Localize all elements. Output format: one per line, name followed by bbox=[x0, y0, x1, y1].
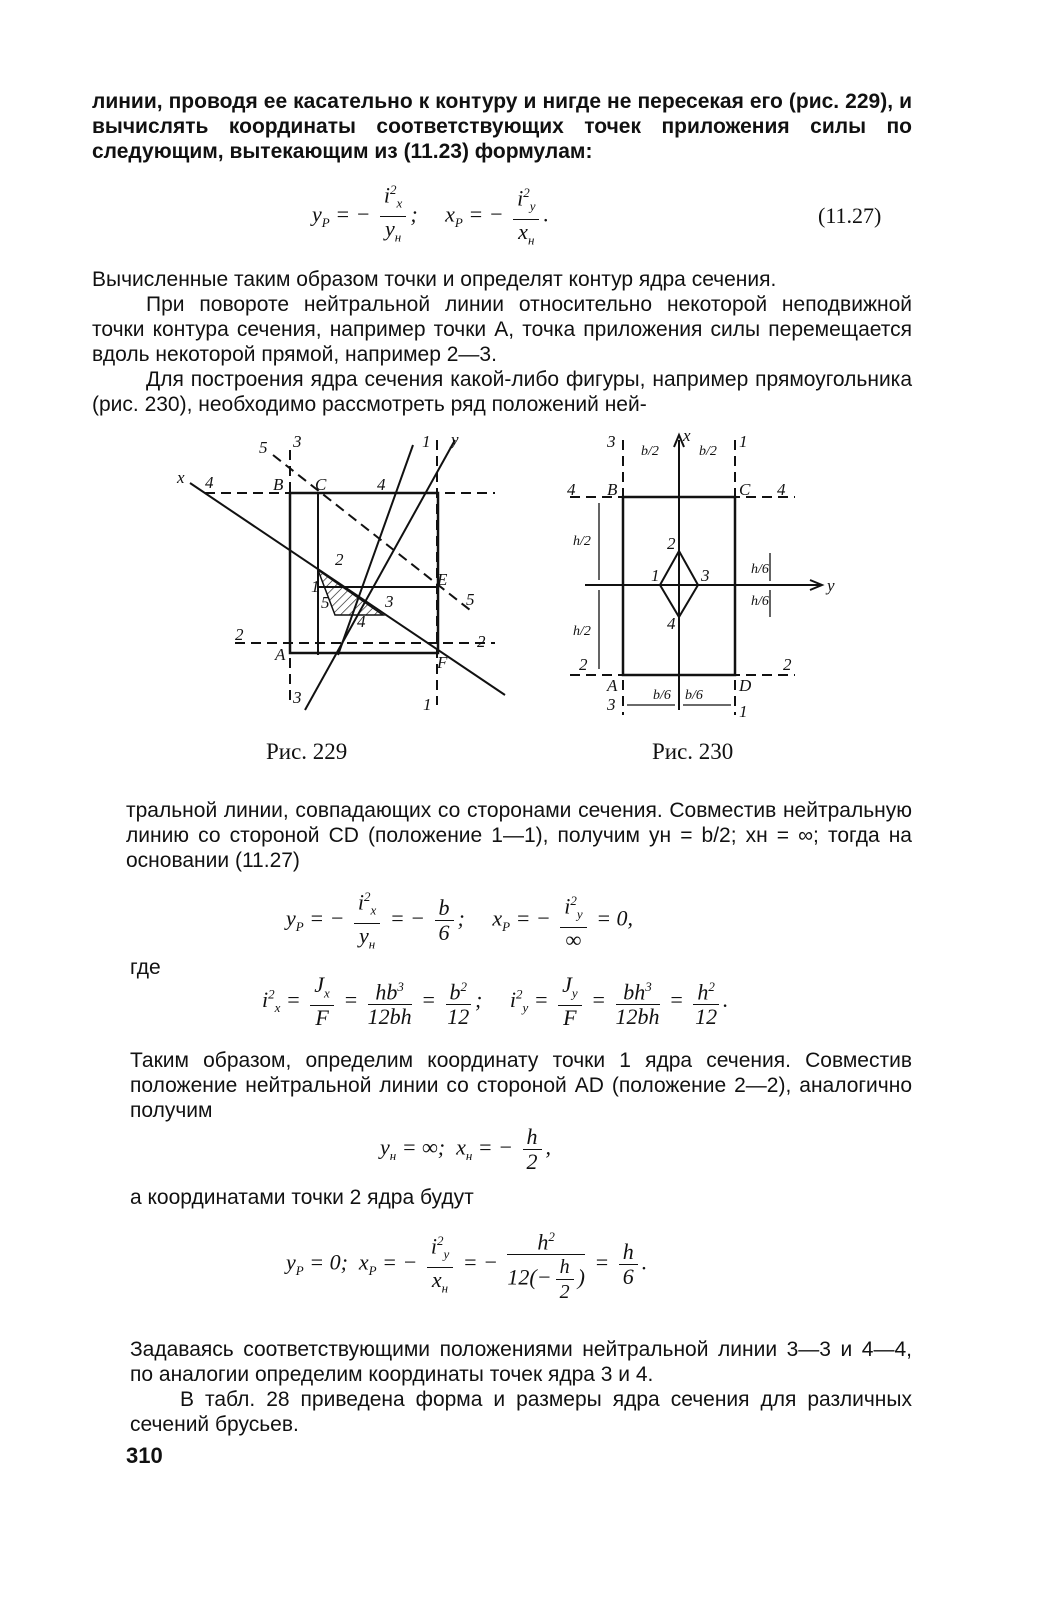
fig230-label-h2a: h/2 bbox=[573, 534, 591, 549]
formula-point-1: $y_P$ = − $\frac{i^2_x}{y_н}$ = − $\frac{b}{6}$ ; $x_P$ = − $\frac{i^2_y}{\infty}$ = 0, bbox=[286, 885, 633, 956]
formula-radii: $i^2_x$ = $\frac{J_x}{F}$ = $\frac{hb^3}{12bh}$ = $\frac{b^2}{12}$ ; $i^2_y$ = $\frac{J_y}{F}$ = $\frac{bh^3}{12bh}$ = $\frac{h^2}{12}$ . bbox=[262, 972, 729, 1031]
fig230-label-x: x bbox=[683, 426, 691, 445]
fig230-label-3a: 3 bbox=[607, 432, 616, 451]
fig230-label-3b: 3 bbox=[607, 695, 616, 714]
fig229-label-x: x bbox=[177, 468, 185, 487]
fig229-label-2b: 2 bbox=[477, 632, 486, 651]
paragraph-3: При повороте нейтральной линии относительно некоторой неподвижной точки контура сечения, например точки A, точка приложения силы перемещается вдоль некоторой прямой, например 2—3. bbox=[92, 293, 912, 366]
fig229-label-k4: 4 bbox=[357, 612, 366, 631]
fig229-label-3b: 3 bbox=[293, 688, 302, 707]
page-number: 310 bbox=[126, 1443, 163, 1468]
fig230-label-b2a: b/2 bbox=[641, 444, 659, 459]
fig229-label-1a: 1 bbox=[422, 432, 431, 451]
fig230-label-2b: 2 bbox=[783, 655, 792, 674]
fig229-label-2a: 2 bbox=[235, 625, 244, 644]
fig230-label-k3: 3 bbox=[701, 566, 710, 585]
fig230-label-1b: 1 bbox=[739, 702, 748, 721]
paragraph-2: Вычисленные таким образом точки и определят контур ядра сечения. bbox=[92, 268, 777, 291]
fig229-label-F: F bbox=[437, 653, 448, 672]
fig229-label-4a: 4 bbox=[205, 473, 214, 492]
fig230-label-h6a: h/6 bbox=[751, 562, 769, 577]
fig229-label-k5: 5 bbox=[321, 593, 330, 612]
fig230-label-A: A bbox=[607, 676, 618, 695]
fig229-label-5a: 5 bbox=[259, 438, 268, 457]
fig229-label-A: A bbox=[275, 645, 286, 664]
formula-line-2-2: $y_н$ = ∞; $x_н$ = − $\frac{h}{2}$ , bbox=[380, 1124, 551, 1174]
fig229-label-3a: 3 bbox=[293, 432, 302, 451]
fig229-label-k3: 3 bbox=[385, 592, 394, 611]
fig230-label-b6b: b/6 bbox=[685, 688, 703, 703]
fig229-label-B: B bbox=[273, 475, 284, 494]
fig230-label-b6a: b/6 bbox=[653, 688, 671, 703]
paragraph-5: тральной линии, совпадающих со сторонами сечения. Совместив нейтральную линию со стороной CD (положение 1—1), получим yн = b/2; xн = ∞; тогда на основании (11.27) bbox=[126, 799, 912, 872]
fig230-label-y: y bbox=[827, 576, 835, 595]
paragraph-7: а координатами точки 2 ядра будут bbox=[130, 1186, 474, 1209]
fig229-label-1b: 1 bbox=[423, 695, 432, 714]
formula-point-2: $y_P = 0$; $x_P$ = − $\frac{i^2_y}{x_н}$ = − $h^2$ 12(− $\frac{h}{2}$ ) = $\frac{h}{6}$ . bbox=[286, 1225, 647, 1304]
fig229-label-E: E bbox=[437, 570, 448, 589]
equation-number: (11.27) bbox=[818, 203, 882, 228]
paragraph-9: В табл. 28 приведена форма и размеры ядра сечения для различных сечений брусьев. bbox=[130, 1388, 912, 1436]
fig230-label-4a: 4 bbox=[567, 480, 576, 499]
figure-229 bbox=[165, 425, 525, 735]
fig230-label-4b: 4 bbox=[777, 480, 786, 499]
paragraph-8: Задаваясь соответствующими положениями нейтральной линии 3—3 и 4—4, по аналогии определим координаты точек ядра 3 и 4. bbox=[130, 1338, 912, 1386]
fig230-label-C: C bbox=[739, 480, 751, 499]
caption-fig-229: Рис. 229 bbox=[266, 739, 348, 764]
paragraph-6: Таким образом, определим координату точки 1 ядра сечения. Совместив положение нейтральной линии со стороной AD (положение 2—2), аналогично получим bbox=[130, 1049, 912, 1122]
fig230-label-h2b: h/2 bbox=[573, 624, 591, 639]
fig230-label-k2: 2 bbox=[667, 534, 676, 553]
fig229-label-C: C bbox=[315, 475, 327, 494]
fig229-label-k1: 1 bbox=[311, 577, 320, 596]
paragraph-4: Для построения ядра сечения какой-либо фигуры, например прямоугольника (рис. 230), необходимо рассмотреть ряд положений ней- bbox=[92, 368, 912, 416]
paragraph-1: линии, проводя ее касательно к контуру и нигде не пересекая его (рис. 229), и вычислять координаты соответствующих точек приложения силы по следующим, вытекающим из (11.23) формулам: bbox=[92, 90, 912, 163]
fig230-label-k4: 4 bbox=[667, 614, 676, 633]
formula-11-27: $y_P$ = − $\frac{i^2_x}{y_н}$ ; $x_P$ = − $\frac{i^2_y}{x_н}$ . bbox=[312, 178, 549, 255]
fig229-label-5b: 5 bbox=[466, 590, 475, 609]
fig230-label-D: D bbox=[739, 676, 752, 695]
fig230-label-h6b: h/6 bbox=[751, 594, 769, 609]
fig230-label-b2b: b/2 bbox=[699, 444, 717, 459]
fig230-label-1a: 1 bbox=[739, 432, 748, 451]
fig229-label-y: y bbox=[451, 430, 459, 449]
fig230-label-2a: 2 bbox=[579, 655, 588, 674]
fig229-label-k2: 2 bbox=[335, 550, 344, 569]
where-label: где bbox=[130, 956, 161, 979]
figure-230 bbox=[555, 425, 845, 725]
fig230-label-B: B bbox=[607, 480, 618, 499]
fig229-label-4b: 4 bbox=[377, 475, 386, 494]
caption-fig-230: Рис. 230 bbox=[652, 739, 734, 764]
fig230-label-k1: 1 bbox=[651, 566, 660, 585]
